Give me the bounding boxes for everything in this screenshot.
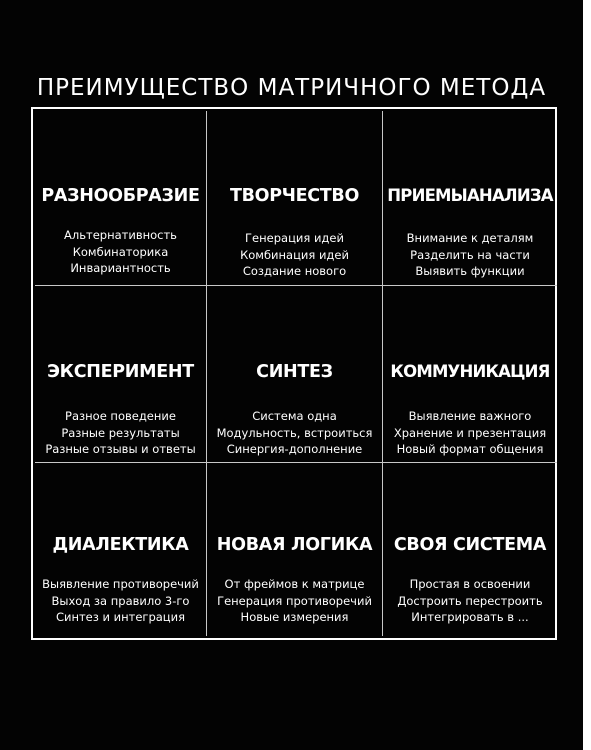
cell-line: Модульность, встроиться [216, 425, 373, 440]
cell-line: Простая в освоении [409, 577, 531, 591]
cell-line: Инвариантность [70, 261, 171, 275]
cell-description [35, 408, 207, 458]
matrix-cell-diversity [35, 111, 207, 286]
matrix-cell-new-logic [207, 463, 383, 636]
cell-title: ТВОРЧЕСТВО [229, 186, 360, 206]
cell-line: Новый формат общения [396, 442, 544, 456]
cell-title: РАЗНООБРАЗИЕ [41, 186, 200, 206]
cell-line: Комбинаторика [72, 244, 169, 259]
cell-line: Синтез и интеграция [55, 610, 186, 624]
cell-description [207, 576, 383, 626]
cell-description [383, 408, 557, 458]
cell-line: Генерация противоречий [217, 593, 372, 608]
matrix-cell-own-system [383, 463, 557, 636]
cell-line: Система одна [252, 409, 337, 423]
cell-title: КОММУНИКАЦИЯ [390, 362, 550, 381]
matrix-cell-analysis-methods [383, 111, 557, 286]
cell-title: ЭКСПЕРИМЕНТ [47, 362, 194, 382]
cell-description [207, 230, 383, 280]
cell-title: ДИАЛЕКТИКА [52, 535, 189, 555]
cell-description [35, 227, 207, 277]
cell-title: НОВАЯ ЛОГИКА [216, 535, 373, 555]
matrix-grid [35, 111, 557, 636]
cell-line: Комбинация идей [240, 247, 349, 262]
page-title: ПРЕИМУЩЕСТВО МАТРИЧНОГО МЕТОДА [36, 75, 547, 101]
cell-line: Хранение и презентация [393, 425, 547, 440]
cell-line: Новые измерения [240, 610, 349, 624]
cell-line: Альтернативность [64, 228, 177, 242]
matrix-cell-dialectics [35, 463, 207, 636]
cell-line: Разные результаты [61, 425, 180, 440]
cell-description [383, 576, 557, 626]
matrix-cell-synthesis [207, 286, 383, 463]
cell-line: Выявить функции [415, 264, 525, 278]
matrix-cell-creativity [207, 111, 383, 286]
cell-line: Выход за правило 3-го [51, 593, 190, 608]
cell-title: СИНТЕЗ [256, 362, 333, 382]
cell-line: Интегрировать в ... [411, 610, 529, 624]
matrix-cell-communication [383, 286, 557, 463]
cell-description [35, 576, 207, 626]
cell-line: Выявление важного [408, 409, 532, 423]
cell-line: Внимание к деталям [406, 231, 534, 245]
cell-line: Генерация идей [245, 231, 344, 245]
cell-line: Создание нового [242, 264, 347, 278]
cell-line: Выявление противоречий [42, 577, 199, 591]
cell-title: СВОЯ СИСТЕМА [393, 535, 547, 555]
cell-description [207, 408, 383, 458]
cell-line: Достроить перестроить [397, 593, 543, 608]
matrix-cell-experiment [35, 286, 207, 463]
cell-line: Разные отзывы и ответы [45, 442, 196, 456]
cell-description [383, 230, 557, 280]
cell-line: Разделить на части [410, 247, 530, 262]
cell-line: От фреймов к матрице [224, 577, 365, 591]
cell-line: Разное поведение [65, 409, 176, 423]
cell-line: Синергия-дополнение [226, 442, 363, 456]
cell-title: ПРИЕМЫАНАЛИЗА [387, 186, 553, 205]
